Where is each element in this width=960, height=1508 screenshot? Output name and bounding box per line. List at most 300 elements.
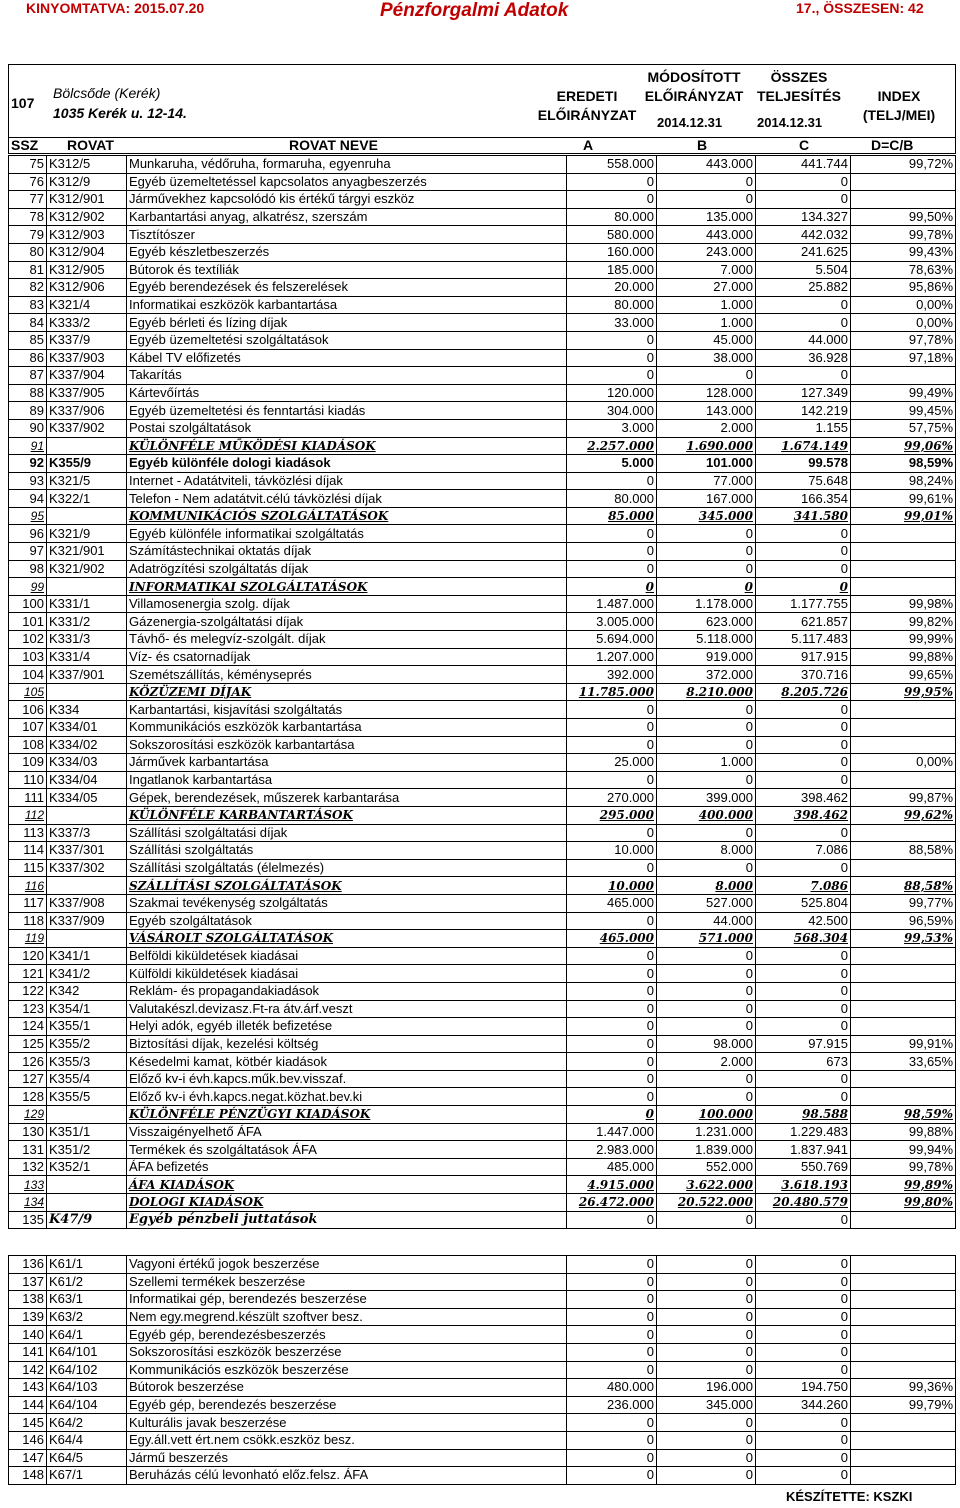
cell-a: 0 (567, 173, 657, 191)
cell-nev: KÖZÜZEMI DÍJAK (127, 683, 567, 701)
cell-ssz: 95 (9, 507, 47, 525)
cell-ssz: 143 (9, 1379, 47, 1397)
cell-rovat: K337/909 (47, 912, 127, 930)
cell-b: 77.000 (657, 472, 756, 490)
cell-a: 0 (567, 331, 657, 349)
cell-nev: Informatikai eszközök karbantartása (127, 296, 567, 314)
cell-a: 0 (567, 1361, 657, 1379)
cell-d (851, 859, 956, 877)
subtotal-row (9, 1194, 956, 1212)
cell-nev: Kommunikációs eszközök beszerzése (127, 1361, 567, 1379)
cell-a: 480.000 (567, 1379, 657, 1397)
cell-ssz: 116 (9, 877, 47, 895)
cell-c: 1.837.941 (756, 1141, 851, 1159)
cell-rovat: K334/01 (47, 719, 127, 737)
cell-a: 80.000 (567, 490, 657, 508)
table-row (9, 771, 956, 789)
cell-a: 0 (567, 560, 657, 578)
cell-b: 128.000 (657, 384, 756, 402)
cell-b: 0 (657, 1431, 756, 1449)
cell-b: 0 (657, 578, 756, 596)
cell-c: 370.716 (756, 666, 851, 684)
cell-ssz: 109 (9, 754, 47, 772)
cell-nev: Szemétszállítás, kéményseprés (127, 666, 567, 684)
cell-ssz: 82 (9, 279, 47, 297)
cell-rovat: K312/5 (47, 156, 127, 174)
cell-nev: Egy.áll.vett ért.nem csökk.eszköz besz. (127, 1431, 567, 1449)
table-row (9, 279, 956, 297)
cell-d (851, 1343, 956, 1361)
cell-ssz: 142 (9, 1361, 47, 1379)
cell-b: 101.000 (657, 455, 756, 473)
cell-c: 8.205.726 (756, 683, 851, 701)
cell-c: 0 (756, 1308, 851, 1326)
cell-c: 98.588 (756, 1106, 851, 1124)
cell-a: 0 (567, 1308, 657, 1326)
table-row (9, 173, 956, 191)
cell-rovat: K334/04 (47, 771, 127, 789)
cell-a: 2.257.000 (567, 437, 657, 455)
cell-nev: Víz- és csatornadíjak (127, 648, 567, 666)
cell-ssz: 121 (9, 965, 47, 983)
cell-ssz: 114 (9, 842, 47, 860)
table-row (9, 648, 956, 666)
table-row (9, 1053, 956, 1071)
cell-rovat: K331/2 (47, 613, 127, 631)
table-row (9, 1035, 956, 1053)
cell-c: 0 (756, 1070, 851, 1088)
cell-rovat: K312/903 (47, 226, 127, 244)
cell-b: 135.000 (657, 208, 756, 226)
cell-c: 525.804 (756, 894, 851, 912)
col-d-title (849, 87, 949, 125)
cell-b: 623.000 (657, 613, 756, 631)
cell-ssz: 85 (9, 331, 47, 349)
cell-a: 0 (567, 1053, 657, 1071)
cell-a: 485.000 (567, 1158, 657, 1176)
cell-b: 45.000 (657, 331, 756, 349)
cell-nev: Szellemi termékek beszerzése (127, 1273, 567, 1291)
cell-c: 0 (756, 1273, 851, 1291)
cell-ssz: 76 (9, 173, 47, 191)
cell-nev: Kártevőírtás (127, 384, 567, 402)
subtotal-row (9, 507, 956, 525)
cell-b: 8.210.000 (657, 683, 756, 701)
cell-ssz: 79 (9, 226, 47, 244)
cell-nev: Számítástechnikai oktatás díjak (127, 543, 567, 561)
cell-nev: Helyi adók, egyéb illeték befizetése (127, 1018, 567, 1036)
cell-b: 38.000 (657, 349, 756, 367)
cell-nev: Tisztítószer (127, 226, 567, 244)
cell-nev: Belföldi kiküldetések kiadásai (127, 947, 567, 965)
table-row (9, 754, 956, 772)
cell-a: 0 (567, 947, 657, 965)
cell-ssz: 89 (9, 402, 47, 420)
table-row (9, 1308, 956, 1326)
col-b-title (639, 68, 749, 106)
cell-ssz: 104 (9, 666, 47, 684)
cell-d: 99,72% (851, 156, 956, 174)
cell-b: 44.000 (657, 912, 756, 930)
cell-c: 166.354 (756, 490, 851, 508)
cell-rovat: K321/902 (47, 560, 127, 578)
cell-b: 0 (657, 367, 756, 385)
cell-d (851, 982, 956, 1000)
cell-nev: Egyéb berendezések és felszerelések (127, 279, 567, 297)
cell-c: 194.750 (756, 1379, 851, 1397)
cell-ssz: 78 (9, 208, 47, 226)
cell-c: 142.219 (756, 402, 851, 420)
cell-rovat: K337/3 (47, 824, 127, 842)
table-row (9, 191, 956, 209)
table-row (9, 736, 956, 754)
cell-ssz: 103 (9, 648, 47, 666)
cell-d (851, 1308, 956, 1326)
cell-c: 0 (756, 965, 851, 983)
cell-nev: Sokszorosítási eszközök karbantartása (127, 736, 567, 754)
cell-a: 1.487.000 (567, 595, 657, 613)
cell-c: 0 (756, 367, 851, 385)
cell-ssz: 97 (9, 543, 47, 561)
cell-b: 0 (657, 173, 756, 191)
cell-a: 0 (567, 965, 657, 983)
cell-d: 98,59% (851, 1106, 956, 1124)
table-row (9, 490, 956, 508)
cell-ssz: 94 (9, 490, 47, 508)
cell-rovat: K337/901 (47, 666, 127, 684)
cell-d (851, 191, 956, 209)
cell-a: 80.000 (567, 296, 657, 314)
cell-d: 99,87% (851, 789, 956, 807)
subtotal-row (9, 1176, 956, 1194)
table-row (9, 912, 956, 930)
cell-nev: Karbantartási anyag, alkatrész, szerszám (127, 208, 567, 226)
table-row (9, 613, 956, 631)
table-row (9, 1343, 956, 1361)
cell-d: 57,75% (851, 419, 956, 437)
cell-b: 0 (657, 1326, 756, 1344)
cell-ssz: 99 (9, 578, 47, 596)
cell-ssz: 81 (9, 261, 47, 279)
cell-rovat: K64/101 (47, 1343, 127, 1361)
cell-ssz: 140 (9, 1326, 47, 1344)
cell-rovat: K64/2 (47, 1414, 127, 1432)
table-header (8, 64, 956, 154)
label-b: B (697, 137, 708, 153)
cell-rovat: K64/5 (47, 1449, 127, 1467)
cell-d (851, 824, 956, 842)
cell-d: 99,61% (851, 490, 956, 508)
cell-ssz: 106 (9, 701, 47, 719)
cell-b: 27.000 (657, 279, 756, 297)
cell-rovat: K47/9 (47, 1211, 127, 1229)
cell-c: 0 (756, 982, 851, 1000)
cell-a: 2.983.000 (567, 1141, 657, 1159)
cell-ssz: 90 (9, 419, 47, 437)
cell-a: 0 (567, 1211, 657, 1229)
table-row (9, 1449, 956, 1467)
cell-c: 344.260 (756, 1396, 851, 1414)
cell-nev: Nem egy.megrend.készült szoftver besz. (127, 1308, 567, 1326)
cell-nev: Postai szolgáltatások (127, 419, 567, 437)
cell-a: 0 (567, 771, 657, 789)
cell-rovat (47, 437, 127, 455)
cell-b: 2.000 (657, 1053, 756, 1071)
cell-c: 0 (756, 1467, 851, 1485)
cell-a: 3.000 (567, 419, 657, 437)
table-row (9, 631, 956, 649)
cell-d (851, 719, 956, 737)
cell-rovat: K331/3 (47, 631, 127, 649)
cell-nev: Szállítási szolgáltatási díjak (127, 824, 567, 842)
cell-c: 0 (756, 578, 851, 596)
subtotal-row (9, 1106, 956, 1124)
cell-nev: Előző kv-i évh.kapcs.negat.közhat.bev.ki (127, 1088, 567, 1106)
cell-c: 1.177.755 (756, 595, 851, 613)
cell-b: 571.000 (657, 930, 756, 948)
cell-b: 345.000 (657, 1396, 756, 1414)
cell-rovat: K354/1 (47, 1000, 127, 1018)
table-row (9, 1123, 956, 1141)
cell-nev: Kommunikációs eszközök karbantartása (127, 719, 567, 737)
cell-nev: Egyéb üzemeltetési és fenntartási kiadás (127, 402, 567, 420)
subtotal-row (9, 683, 956, 701)
cell-c: 0 (756, 1018, 851, 1036)
table-row (9, 1379, 956, 1397)
cell-rovat: K312/902 (47, 208, 127, 226)
cell-ssz: 148 (9, 1467, 47, 1485)
cell-a: 0 (567, 578, 657, 596)
cell-d (851, 560, 956, 578)
cell-b: 0 (657, 1088, 756, 1106)
cell-b: 527.000 (657, 894, 756, 912)
table-row (9, 1273, 956, 1291)
cell-ssz: 88 (9, 384, 47, 402)
cell-a: 85.000 (567, 507, 657, 525)
cell-b: 0 (657, 1343, 756, 1361)
table-row (9, 1291, 956, 1309)
cell-ssz: 147 (9, 1449, 47, 1467)
table-row (9, 824, 956, 842)
cell-ssz: 102 (9, 631, 47, 649)
cell-nev: Előző kv-i évh.kapcs.műk.bev.visszaf. (127, 1070, 567, 1088)
col-c-title-text: ÖSSZES TELJESÍTÉS (756, 69, 842, 104)
cell-b: 98.000 (657, 1035, 756, 1053)
table-row (9, 419, 956, 437)
cell-d: 99,49% (851, 384, 956, 402)
table-row (9, 208, 956, 226)
cell-rovat: K351/1 (47, 1123, 127, 1141)
cell-nev: Villamosenergia szolg. díjak (127, 595, 567, 613)
cell-nev: Sokszorosítási eszközök beszerzése (127, 1343, 567, 1361)
cell-nev: Jármű beszerzés (127, 1449, 567, 1467)
cell-ssz: 96 (9, 525, 47, 543)
cell-nev: VÁSÁROLT SZOLGÁLTATÁSOK (127, 930, 567, 948)
table-row (9, 1256, 956, 1274)
cell-rovat (47, 578, 127, 596)
cell-rovat: K312/905 (47, 261, 127, 279)
cell-b: 3.622.000 (657, 1176, 756, 1194)
cell-d (851, 1211, 956, 1229)
table-row (9, 243, 956, 261)
col-b-title-text: MÓDOSÍTOTT ELŐIRÁNYZAT (644, 69, 744, 104)
cell-b: 20.522.000 (657, 1194, 756, 1212)
cell-rovat (47, 930, 127, 948)
cell-ssz: 145 (9, 1414, 47, 1432)
cell-c: 5.117.483 (756, 631, 851, 649)
cell-b: 0 (657, 1361, 756, 1379)
table-row (9, 1414, 956, 1432)
cell-d (851, 1018, 956, 1036)
cell-b: 0 (657, 947, 756, 965)
cell-rovat: K312/904 (47, 243, 127, 261)
cell-b: 8.000 (657, 842, 756, 860)
table-row (9, 1018, 956, 1036)
cell-b: 0 (657, 1018, 756, 1036)
cell-ssz: 112 (9, 806, 47, 824)
cell-d: 99,79% (851, 1396, 956, 1414)
table-row (9, 543, 956, 561)
cell-ssz: 120 (9, 947, 47, 965)
cell-nev: Egyéb gép, berendezés beszerzése (127, 1396, 567, 1414)
table-row (9, 1158, 956, 1176)
cell-b: 0 (657, 1256, 756, 1274)
cell-d: 99,43% (851, 243, 956, 261)
cell-c: 0 (756, 1414, 851, 1432)
label-d: D=C/B (871, 137, 914, 153)
page-info: 17., ÖSSZESEN: 42 (796, 0, 924, 16)
cell-rovat: K337/906 (47, 402, 127, 420)
cell-ssz: 110 (9, 771, 47, 789)
cell-ssz: 119 (9, 930, 47, 948)
cell-a: 0 (567, 719, 657, 737)
cell-b: 0 (657, 525, 756, 543)
cell-ssz: 108 (9, 736, 47, 754)
cell-ssz: 75 (9, 156, 47, 174)
cell-rovat: K337/302 (47, 859, 127, 877)
table-row (9, 1396, 956, 1414)
cell-a: 465.000 (567, 930, 657, 948)
cell-b: 399.000 (657, 789, 756, 807)
cell-b: 0 (657, 1414, 756, 1432)
prepared-by: KÉSZÍTETTE: KSZKI (786, 1489, 913, 1504)
cell-rovat: K337/908 (47, 894, 127, 912)
subtotal-row (9, 578, 956, 596)
cell-nev: Egyéb szolgáltatások (127, 912, 567, 930)
table-row (9, 789, 956, 807)
cell-ssz: 118 (9, 912, 47, 930)
table-row (9, 296, 956, 314)
cell-a: 0 (567, 191, 657, 209)
label-rovat: ROVAT (67, 137, 114, 153)
cell-d: 99,94% (851, 1141, 956, 1159)
cell-a: 10.000 (567, 877, 657, 895)
table-row (9, 384, 956, 402)
cell-c: 917.915 (756, 648, 851, 666)
cell-rovat: K321/4 (47, 296, 127, 314)
top-bar (0, 0, 960, 21)
cell-d (851, 947, 956, 965)
cell-a: 0 (567, 736, 657, 754)
cell-d: 95,86% (851, 279, 956, 297)
table-row (9, 314, 956, 332)
cell-c: 36.928 (756, 349, 851, 367)
cell-ssz: 122 (9, 982, 47, 1000)
cell-ssz: 98 (9, 560, 47, 578)
cell-rovat: K321/5 (47, 472, 127, 490)
cell-nev: Járművekhez kapcsolódó kis értékű tárgyi eszköz (127, 191, 567, 209)
cell-d: 88,58% (851, 877, 956, 895)
cell-c: 7.086 (756, 842, 851, 860)
cell-nev: Reklám- és propagandakiadások (127, 982, 567, 1000)
cell-nev: Kábel TV előfizetés (127, 349, 567, 367)
table-row (9, 1467, 956, 1485)
cell-c: 0 (756, 560, 851, 578)
cell-ssz: 117 (9, 894, 47, 912)
cell-b: 0 (657, 1000, 756, 1018)
cell-rovat: K64/104 (47, 1396, 127, 1414)
cell-nev: Termékek és szolgáltatások ÁFA (127, 1141, 567, 1159)
cell-a: 392.000 (567, 666, 657, 684)
cell-nev: SZÁLLÍTÁSI SZOLGÁLTATÁSOK (127, 877, 567, 895)
cell-c: 99.578 (756, 455, 851, 473)
cell-a: 0 (567, 824, 657, 842)
cell-ssz: 129 (9, 1106, 47, 1124)
cell-c: 0 (756, 824, 851, 842)
cell-c: 0 (756, 1000, 851, 1018)
table-row (9, 261, 956, 279)
cell-d: 99,88% (851, 1123, 956, 1141)
cell-nev: Telefon - Nem adatátvit.célú távközlési díjak (127, 490, 567, 508)
cell-a: 5.694.000 (567, 631, 657, 649)
cell-nev: KOMMUNIKÁCIÓS SZOLGÁLTATÁSOK (127, 507, 567, 525)
cell-ssz: 126 (9, 1053, 47, 1071)
cell-d (851, 543, 956, 561)
cell-ssz: 139 (9, 1308, 47, 1326)
cell-b: 0 (657, 859, 756, 877)
cell-rovat: K64/103 (47, 1379, 127, 1397)
cell-b: 0 (657, 191, 756, 209)
cell-d: 99,01% (851, 507, 956, 525)
cell-nev: Egyéb készletbeszerzés (127, 243, 567, 261)
cell-a: 160.000 (567, 243, 657, 261)
cell-nev: Egyéb pénzbeli juttatások (127, 1211, 567, 1229)
cell-b: 0 (657, 1449, 756, 1467)
cell-rovat: K61/2 (47, 1273, 127, 1291)
cell-b: 0 (657, 1070, 756, 1088)
cell-c: 42.500 (756, 912, 851, 930)
cell-rovat: K355/5 (47, 1088, 127, 1106)
cell-b: 0 (657, 982, 756, 1000)
table-row (9, 560, 956, 578)
cell-c: 0 (756, 1088, 851, 1106)
cell-a: 25.000 (567, 754, 657, 772)
cell-ssz: 135 (9, 1211, 47, 1229)
table-row (9, 842, 956, 860)
cell-c: 673 (756, 1053, 851, 1071)
cell-ssz: 86 (9, 349, 47, 367)
cell-ssz: 100 (9, 595, 47, 613)
table-row (9, 525, 956, 543)
cell-rovat: K334 (47, 701, 127, 719)
cell-b: 0 (657, 736, 756, 754)
cell-b: 0 (657, 701, 756, 719)
cell-ssz: 92 (9, 455, 47, 473)
cell-nev: Gázenergia-szolgáltatási díjak (127, 613, 567, 631)
cell-b: 0 (657, 543, 756, 561)
cell-a: 304.000 (567, 402, 657, 420)
table-row (9, 701, 956, 719)
